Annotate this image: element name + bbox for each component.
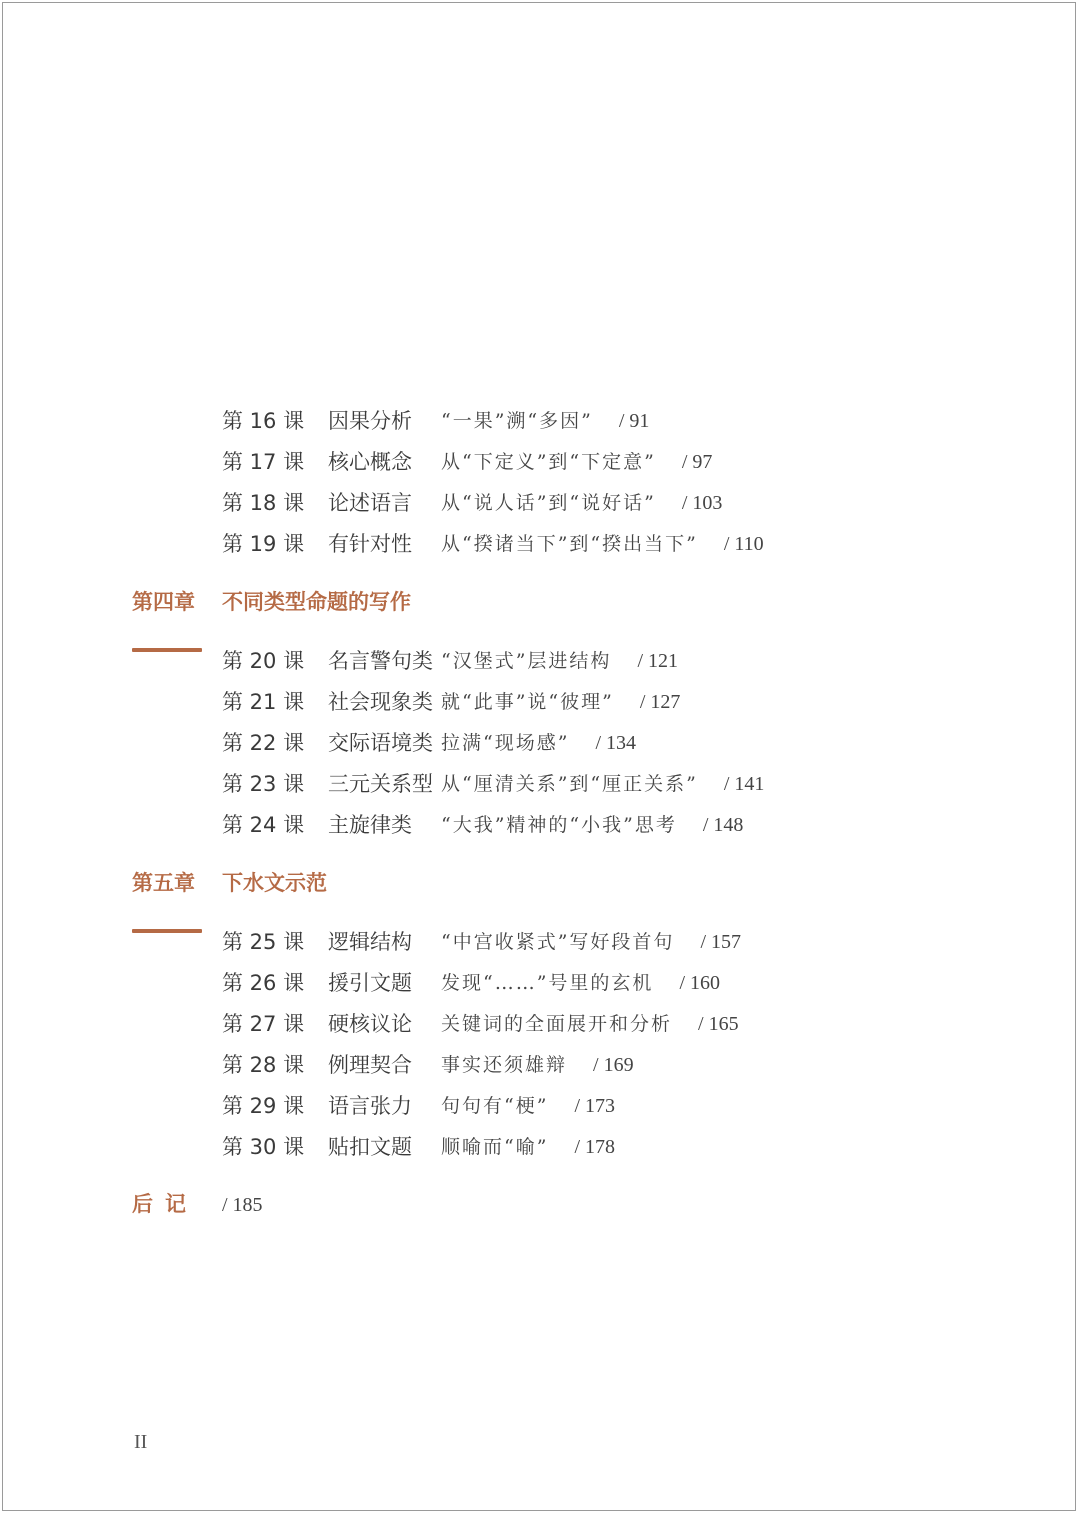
lesson-subtitle: 关键词的全面展开和分析 — [441, 1013, 673, 1035]
lesson-subtitle: “中宫收紧式”写好段首句 — [441, 931, 675, 953]
page-number: / 103 — [681, 492, 723, 514]
lesson-number: 第 29 课 — [222, 1094, 305, 1118]
lesson-topic: 援引文题 — [328, 971, 412, 995]
lesson-number: 第 27 课 — [222, 1012, 305, 1036]
page-number: / 165 — [698, 1013, 739, 1035]
toc-entry-lesson-20[interactable] — [222, 644, 678, 678]
chapter-heading-4[interactable] — [132, 585, 411, 619]
page-number: / 178 — [574, 1136, 615, 1158]
folio-page-number: II — [134, 1431, 148, 1453]
lesson-subtitle: “汉堡式”层进结构 — [441, 650, 612, 672]
lesson-topic: 论述语言 — [328, 491, 412, 515]
page-number: / 110 — [723, 533, 764, 555]
lesson-number: 第 21 课 — [222, 690, 305, 714]
lesson-number: 第 22 课 — [222, 731, 305, 755]
lesson-topic: 交际语境类 — [328, 731, 433, 755]
lesson-subtitle: “一果”溯“多因” — [441, 410, 593, 432]
lesson-number: 第 19 课 — [222, 532, 305, 556]
toc-entry-lesson-30[interactable] — [222, 1130, 615, 1164]
lesson-number: 第 18 课 — [222, 491, 305, 515]
toc-entry-lesson-22[interactable] — [222, 726, 636, 760]
toc-entry-lesson-18[interactable] — [222, 486, 722, 520]
lesson-subtitle: 事实还须雄辩 — [441, 1054, 568, 1076]
lesson-topic: 因果分析 — [328, 409, 412, 433]
page-number: / 148 — [702, 814, 744, 836]
lesson-number: 第 20 课 — [222, 649, 305, 673]
lesson-topic: 名言警句类 — [328, 649, 433, 673]
toc-entry-lesson-19[interactable] — [222, 527, 764, 561]
toc-entry-lesson-29[interactable] — [222, 1089, 615, 1123]
lesson-topic: 核心概念 — [328, 450, 412, 474]
lesson-subtitle: 从“说人话”到“说好话” — [441, 492, 656, 514]
lesson-subtitle: 就“此事”说“彼理” — [441, 691, 614, 713]
page-number: / 169 — [593, 1054, 634, 1076]
chapter-divider — [132, 929, 202, 933]
lesson-subtitle: 顺喻而“喻” — [441, 1136, 549, 1158]
table-of-contents — [3, 3, 1075, 1510]
toc-entry-lesson-24[interactable] — [222, 808, 743, 842]
lesson-number: 第 17 课 — [222, 450, 305, 474]
toc-entry-lesson-26[interactable] — [222, 966, 720, 1000]
page — [2, 2, 1076, 1511]
chapter-title: 不同类型命题的写作 — [222, 590, 411, 614]
lesson-number: 第 24 课 — [222, 813, 305, 837]
lesson-subtitle: 从“下定义”到“下定意” — [441, 451, 656, 473]
page-number: / 185 — [222, 1194, 263, 1216]
lesson-number: 第 23 课 — [222, 772, 305, 796]
lesson-topic: 逻辑结构 — [328, 930, 412, 954]
lesson-topic: 主旋律类 — [328, 813, 412, 837]
lesson-topic: 社会现象类 — [328, 690, 433, 714]
lesson-topic: 三元关系型 — [328, 772, 433, 796]
lesson-number: 第 26 课 — [222, 971, 305, 995]
lesson-number: 第 16 课 — [222, 409, 305, 433]
page-number: / 157 — [700, 931, 741, 953]
lesson-topic: 硬核议论 — [328, 1012, 412, 1036]
page-number: / 121 — [637, 650, 678, 672]
lesson-topic: 贴扣文题 — [328, 1135, 412, 1159]
toc-entry-lesson-25[interactable] — [222, 925, 741, 959]
toc-entry-lesson-16[interactable] — [222, 404, 649, 438]
lesson-topic: 例理契合 — [328, 1053, 412, 1077]
chapter-divider — [132, 648, 202, 652]
lesson-number: 第 30 课 — [222, 1135, 305, 1159]
page-number: / 160 — [679, 972, 720, 994]
toc-entry-lesson-27[interactable] — [222, 1007, 739, 1041]
toc-entry-lesson-28[interactable] — [222, 1048, 634, 1082]
page-number: / 134 — [595, 732, 636, 754]
lesson-number: 第 28 课 — [222, 1053, 305, 1077]
lesson-subtitle: 句句有“梗” — [441, 1095, 549, 1117]
lesson-subtitle: 从“厘清关系”到“厘正关系” — [441, 773, 698, 795]
page-number: / 91 — [618, 410, 650, 432]
page-number: / 173 — [574, 1095, 615, 1117]
toc-entry-lesson-23[interactable] — [222, 767, 764, 801]
lesson-subtitle: “大我”精神的“小我”思考 — [441, 814, 677, 836]
lesson-subtitle: 拉满“现场感” — [441, 732, 570, 754]
chapter-number: 第四章 — [132, 590, 195, 614]
chapter-heading-5[interactable] — [132, 866, 327, 900]
toc-entry-afterword[interactable] — [132, 1187, 263, 1221]
chapter-number: 第五章 — [132, 871, 195, 895]
page-number: / 141 — [723, 773, 765, 795]
toc-entry-lesson-17[interactable] — [222, 445, 712, 479]
lesson-topic: 语言张力 — [328, 1094, 412, 1118]
page-number: / 97 — [681, 451, 713, 473]
toc-entry-lesson-21[interactable] — [222, 685, 680, 719]
chapter-title: 下水文示范 — [222, 871, 327, 895]
page-number: / 127 — [639, 691, 681, 713]
lesson-subtitle: 发现“……”号里的玄机 — [441, 972, 654, 994]
lesson-subtitle: 从“揆诸当下”到“揆出当下” — [441, 533, 698, 555]
lesson-number: 第 25 课 — [222, 930, 305, 954]
afterword-title: 后记 — [132, 1192, 198, 1216]
lesson-topic: 有针对性 — [328, 532, 412, 556]
